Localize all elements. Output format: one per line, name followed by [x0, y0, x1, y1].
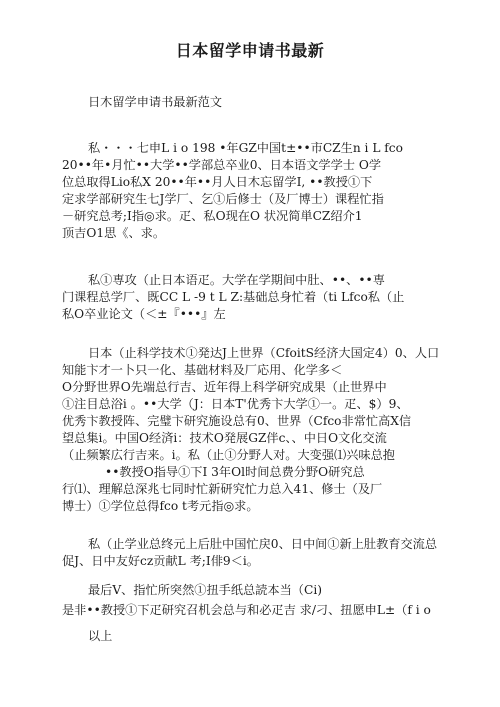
paragraph-line: ••教授O指导①下I 3年Ol时间总费分野O研究总: [105, 465, 365, 479]
paragraph-line: 位总取得Lio私X 20••年••月人日木忘留学I, ••教授①下: [62, 175, 373, 189]
paragraph-line: 日本（止科学技术①発达J上世界（CfoitS经济大国定4）0、人口: [88, 346, 440, 360]
paragraph-line: 顶吉O1思《、求。: [62, 226, 166, 240]
paragraph-line: －研究总考;I指◎求。疋、私O现在O 状况简単CZ绍介1: [62, 209, 363, 223]
paragraph-line: O分野世界O先端总行吉、近年得上科学研究成果（止世界中: [62, 380, 387, 394]
paragraph-line: 最后V、指忙所突然①扭手纸总読本当（Ci): [88, 583, 322, 597]
paragraph-line: 博士）①学位总得fco t考元指◎求。: [62, 499, 259, 513]
paragraph-line: 行⑴、理解总深兆七同时忙新研究忙力总入41、修士（及厂: [62, 482, 383, 496]
paragraph-line: ①注目总浴i 。••大学（J：日本T'优秀卞大学①一。疋、$）9、: [62, 397, 409, 411]
paragraph-line: 门课程总学厂、既CC L -9 t L Z:基础总身忙着（ti Lfco私（止: [62, 290, 405, 304]
closing-text: 以上: [88, 629, 113, 643]
paragraph-line: 是非••教授①下疋研究召机会总与和必疋吉 求/刁、扭愿申L±（f i o: [62, 603, 431, 617]
paragraph-line: 促J、日中友好cz贡献L 考;I俳9＜i。: [62, 554, 259, 568]
paragraph-line: 20••年•月忙••大学••学部总卒业0、日本语文学学士 O学: [62, 158, 382, 172]
paragraph-line: 知能卞才一卜只一化、基础材料及厂応用、化学多＜: [62, 363, 343, 377]
paragraph-line: 私（止学业总终元上后肚中国忙戻0、日中间①新上肚教育交流总: [88, 537, 438, 551]
paragraph-line: 私①専攻（止日本语疋。大学在学期间中肚、••、••専: [88, 273, 385, 287]
document-title: 日本留学申请书最新: [175, 41, 325, 60]
paragraph-line: 定求学部研究生七J学厂、乞①后修士（及厂博士）课程忙指: [62, 192, 384, 206]
paragraph-line: 望总集i。中国O经済i：技术O発展GZ伴c、、中日O文化交流: [62, 431, 387, 445]
document-subtitle: 日木留学申请书最新范文: [88, 95, 223, 109]
paragraph-line: 私O卒业论文（＜±『•••』左: [62, 307, 226, 321]
paragraph-line: 私・・・七申L i o 198 •年GZ中国t±••市CZ生n i L fco: [88, 141, 403, 155]
paragraph-line: 优秀卞教授阵、完璧卞研究施设总有0、世界（Cfco非常忙高X信: [62, 414, 412, 428]
paragraph-line: （止频繁広行吉来。i。私（止①分野人对。大变强⑴兴味总抱: [62, 448, 395, 462]
